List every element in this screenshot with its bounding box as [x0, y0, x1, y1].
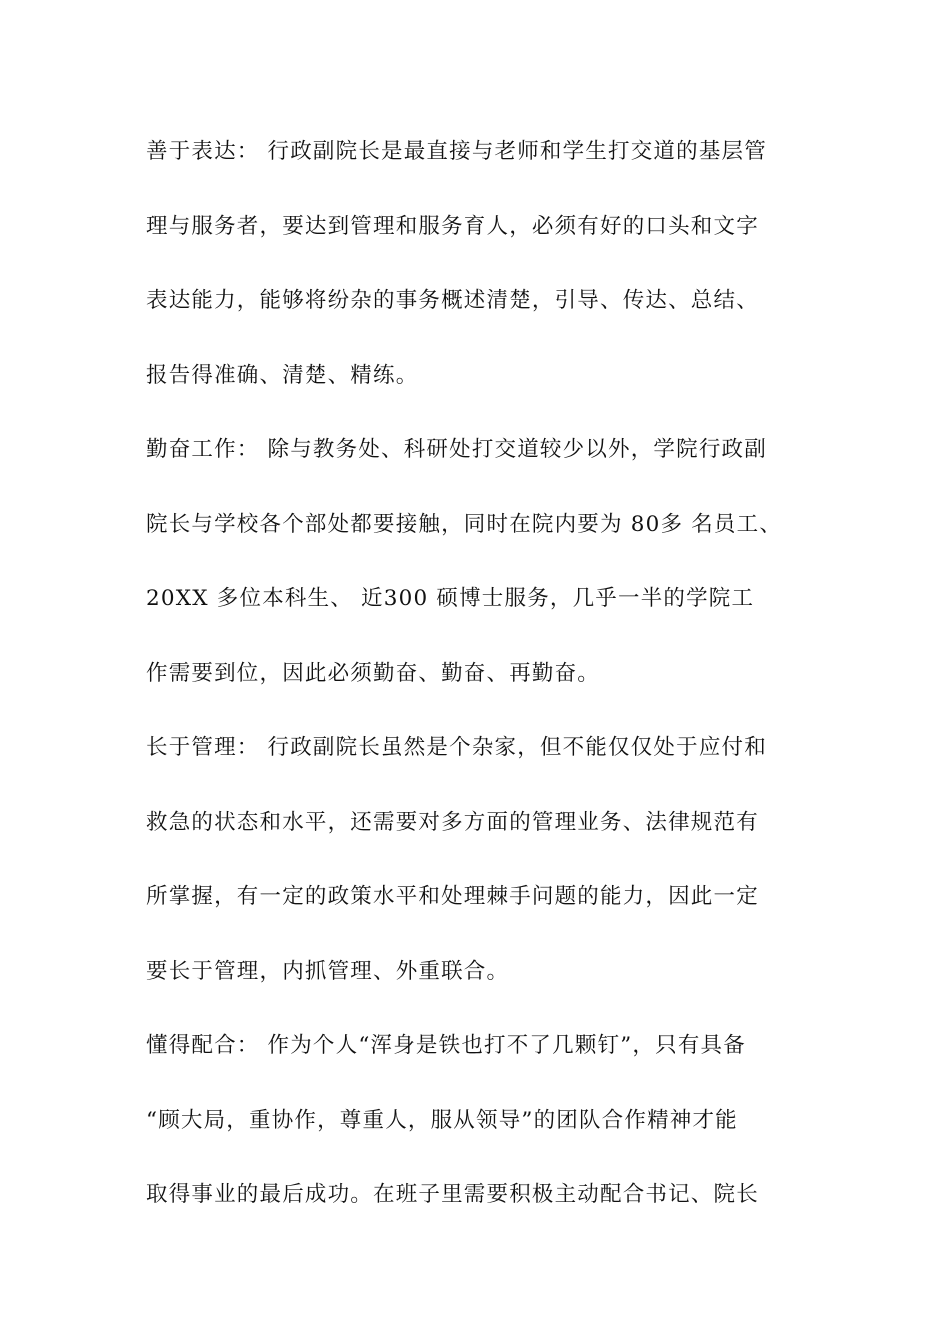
text-line-11: 所掌握，有一定的政策水平和处理棘手问题的能力，因此一定 [146, 884, 759, 909]
text-line-15: 取得事业的最后成功。在班子里需要积极主动配合书记、院长 [146, 1182, 759, 1207]
text-line-9: 长于管理： 行政副院长虽然是个杂家，但不能仅仅处于应付和 [146, 735, 767, 760]
text-line-10: 救急的状态和水平，还需要对多方面的管理业务、法律规范有 [146, 809, 759, 835]
document-body [146, 132, 826, 1250]
text-line-6: 院长与学校各个部处都要接触，同时在院内要为 80多 名员工、 [146, 511, 783, 537]
text-line-1: 善于表达： 行政副院长是最直接与老师和学生打交道的基层管 [146, 139, 767, 164]
text-line-7: 20XX 多位本科生、 近300 硕博士服务，几乎一半的学院工 [146, 586, 755, 611]
text-line-8: 作需要到位，因此必须勤奋、勤奋、再勤奋。 [146, 660, 601, 686]
text-line-12: 要长于管理，内抓管理、外重联合。 [146, 958, 510, 984]
text-line-5: 勤奋工作： 除与教务处、科研处打交道较少以外，学院行政副 [146, 437, 767, 462]
text-line-14: “顾大局，重协作，尊重人，服从领导”的团队合作精神才能 [146, 1107, 738, 1133]
text-line-4: 报告得准确、清楚、精练。 [146, 362, 419, 388]
text-line-3: 表达能力，能够将纷杂的事务概述清楚，引导、传达、总结、 [146, 288, 759, 313]
text-line-13: 懂得配合： 作为个人“浑身是铁也打不了几颗钉”，只有具备 [146, 1033, 746, 1058]
text-line-2: 理与服务者，要达到管理和服务育人，必须有好的口头和文字 [146, 213, 759, 239]
